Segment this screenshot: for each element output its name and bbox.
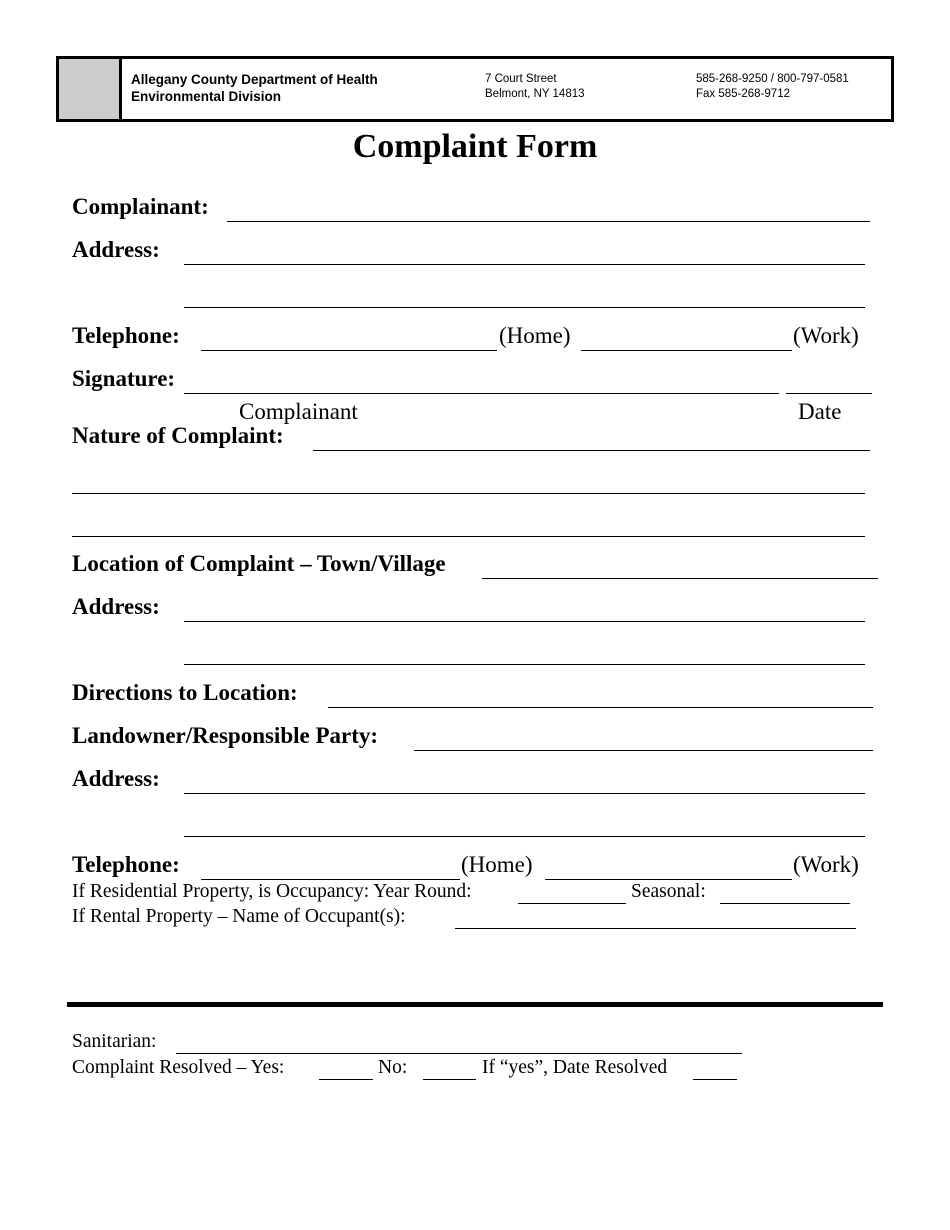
phone-numbers: 585-268-9250 / 800-797-0581 [696, 73, 849, 85]
home-label: (Home) [499, 323, 571, 348]
section-divider [67, 1002, 883, 1007]
resolved-no-field[interactable] [423, 1079, 476, 1080]
nature-label: Nature of Complaint: [72, 423, 284, 448]
landowner-address-line-1[interactable] [184, 793, 865, 794]
directions-label: Directions to Location: [72, 680, 298, 705]
address-label: Address: [72, 237, 160, 262]
telephone-label: Telephone: [72, 323, 180, 348]
location-address-label: Address: [72, 594, 160, 619]
year-round-field[interactable] [518, 903, 626, 904]
landowner-work-phone-field[interactable] [545, 879, 792, 880]
sanitarian-field[interactable] [176, 1053, 742, 1054]
landowner-address-line-2[interactable] [184, 836, 865, 837]
landowner-address-label: Address: [72, 766, 160, 791]
location-label: Location of Complaint – Town/Village [72, 551, 446, 576]
if-yes-text: If “yes”, Date Resolved [482, 1057, 668, 1078]
landowner-home-label: (Home) [461, 852, 533, 877]
date-resolved-field[interactable] [693, 1079, 737, 1080]
signature-date-field[interactable] [786, 393, 872, 394]
seasonal-field[interactable] [720, 903, 850, 904]
letterhead [56, 56, 894, 122]
location-field[interactable] [482, 578, 878, 579]
address-field-line-1[interactable] [184, 264, 865, 265]
landowner-work-label: (Work) [793, 852, 859, 877]
nature-field-line-3[interactable] [72, 536, 865, 537]
street-address: 7 Court Street [485, 73, 557, 85]
resolved-text: Complaint Resolved – Yes: [72, 1057, 285, 1078]
nature-field-line-1[interactable] [313, 450, 870, 451]
work-phone-field[interactable] [581, 350, 792, 351]
landowner-label: Landowner/Responsible Party: [72, 723, 379, 748]
nature-field-line-2[interactable] [72, 493, 865, 494]
directions-field[interactable] [328, 707, 873, 708]
signature-label: Signature: [72, 366, 176, 391]
logo-placeholder [59, 59, 122, 119]
fax-number: Fax 585-268-9712 [696, 88, 790, 100]
org-name: Allegany County Department of Health [131, 72, 378, 87]
seasonal-text: Seasonal: [631, 881, 706, 902]
org-division: Environmental Division [131, 89, 282, 104]
complainant-field[interactable] [227, 221, 870, 222]
signature-caption-date: Date [798, 399, 842, 424]
landowner-home-phone-field[interactable] [201, 879, 460, 880]
signature-field[interactable] [184, 393, 779, 394]
occupant-name-field[interactable] [455, 928, 856, 929]
work-label: (Work) [793, 323, 859, 348]
home-phone-field[interactable] [201, 350, 497, 351]
landowner-telephone-label: Telephone: [72, 852, 180, 877]
city-address: Belmont, NY 14813 [485, 88, 585, 100]
location-address-line-1[interactable] [184, 621, 865, 622]
occupancy-text: If Residential Property, is Occupancy: Year Round: [72, 881, 472, 902]
landowner-field[interactable] [414, 750, 873, 751]
sanitarian-label: Sanitarian: [72, 1031, 157, 1052]
location-address-line-2[interactable] [184, 664, 865, 665]
complainant-label: Complainant: [72, 194, 209, 219]
address-field-line-2[interactable] [184, 307, 865, 308]
signature-caption-complainant: Complainant [239, 399, 358, 424]
resolved-yes-field[interactable] [319, 1079, 373, 1080]
no-text: No: [378, 1057, 408, 1078]
rental-text: If Rental Property – Name of Occupant(s): [72, 906, 406, 927]
form-title: Complaint Form [352, 128, 598, 165]
